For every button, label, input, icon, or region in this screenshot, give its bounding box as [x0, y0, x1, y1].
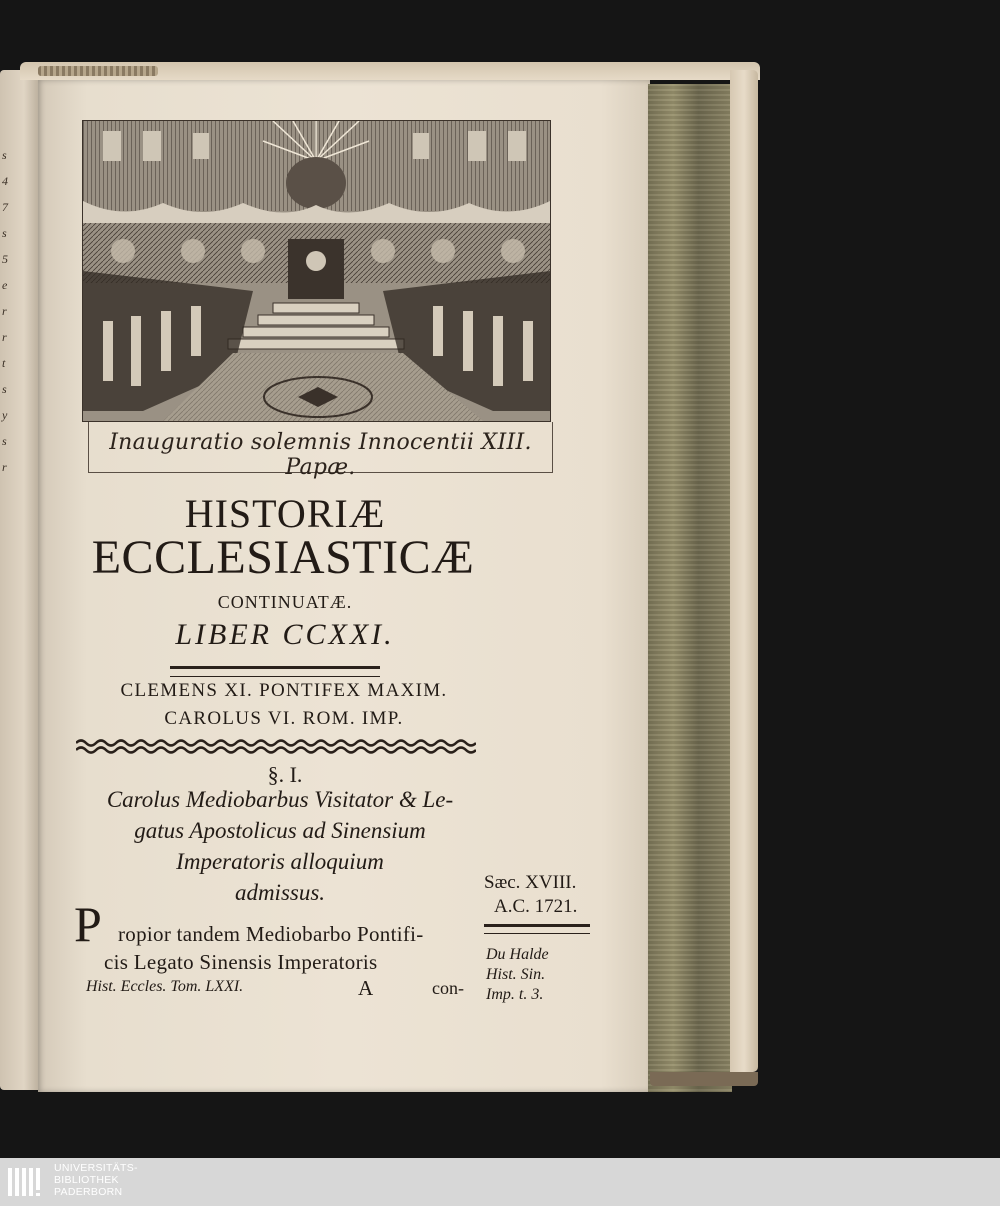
emperor-line: CAROLUS VI. ROM. IMP.	[164, 708, 404, 729]
title-line-1: HISTORIÆ	[184, 491, 386, 536]
facing-page-letter: y	[2, 408, 8, 422]
back-cover-board	[730, 70, 758, 1072]
section-summary	[70, 784, 490, 908]
engraving-illustration	[82, 120, 551, 422]
facing-page-letter: e	[2, 278, 8, 292]
book-number: LIBER CCXXI.	[175, 618, 395, 651]
facing-page-letter: 5	[2, 252, 8, 266]
facing-page-letter: r	[2, 304, 7, 318]
margin-note-line: Du Halde	[486, 946, 549, 963]
double-rule	[170, 666, 380, 677]
facing-page-letter: 4	[2, 174, 8, 188]
caption-frame	[88, 422, 553, 480]
section-mark: §. I.	[267, 762, 303, 787]
catchword: con-	[432, 978, 464, 998]
facing-page-letter: 7	[2, 200, 8, 214]
cover-bottom	[650, 1072, 758, 1086]
headband	[38, 66, 158, 76]
book-spine-top	[20, 62, 760, 80]
body-line-2: cis Legato Sinensis Imperatoris	[104, 950, 378, 974]
engraving-caption: Inauguratio solemnis Innocentii XIII. Papæ.	[109, 430, 532, 480]
library-name	[54, 1162, 138, 1198]
facing-page-letter: t	[2, 356, 6, 370]
drop-cap: P	[74, 896, 102, 952]
facing-page-letter: s	[2, 382, 7, 396]
library-footer-bar	[0, 1158, 1000, 1206]
library-name-line: BIBLIOTHEK	[54, 1174, 119, 1186]
facing-page-letter: s	[2, 226, 7, 240]
title-line-2: ECCLESIASTICÆ	[91, 531, 475, 584]
facing-page-edge	[0, 70, 40, 1090]
margin-rule	[484, 924, 590, 934]
facing-page-letter: r	[2, 460, 7, 474]
running-title: Hist. Eccles. Tom. LXXI.	[86, 978, 244, 995]
title-line-3: CONTINUATÆ.	[217, 592, 353, 612]
body-line-1: ropior tandem Mediobarbo Pontifi-	[118, 922, 424, 946]
pope-line: CLEMENS XI. PONTIFEX MAXIM.	[120, 680, 448, 701]
margin-note-line: Hist. Sin.	[486, 966, 546, 983]
library-name-line: UNIVERSITÄTS-	[54, 1162, 138, 1174]
margin-note-line: Imp. t. 3.	[486, 986, 544, 1003]
library-logo-icon	[6, 1162, 46, 1202]
margin-year: A.C. 1721.	[494, 896, 578, 917]
facing-page-letter: s	[2, 148, 7, 162]
facing-page-letter: r	[2, 330, 7, 344]
summary-line: Imperatoris alloquium	[176, 849, 384, 874]
facing-page-letter: s	[2, 434, 7, 448]
margin-century: Sæc. XVIII.	[484, 872, 577, 893]
summary-line: gatus Apostolicus ad Sinensium	[134, 818, 426, 843]
summary-line: admissus.	[234, 880, 326, 905]
page-block-edge	[648, 84, 732, 1092]
library-name-line: PADERBORN	[54, 1186, 123, 1198]
summary-line: Carolus Mediobarbus Visitator & Le-	[106, 787, 454, 812]
signature-mark: A	[358, 976, 374, 1000]
wavy-ornament	[76, 738, 476, 756]
